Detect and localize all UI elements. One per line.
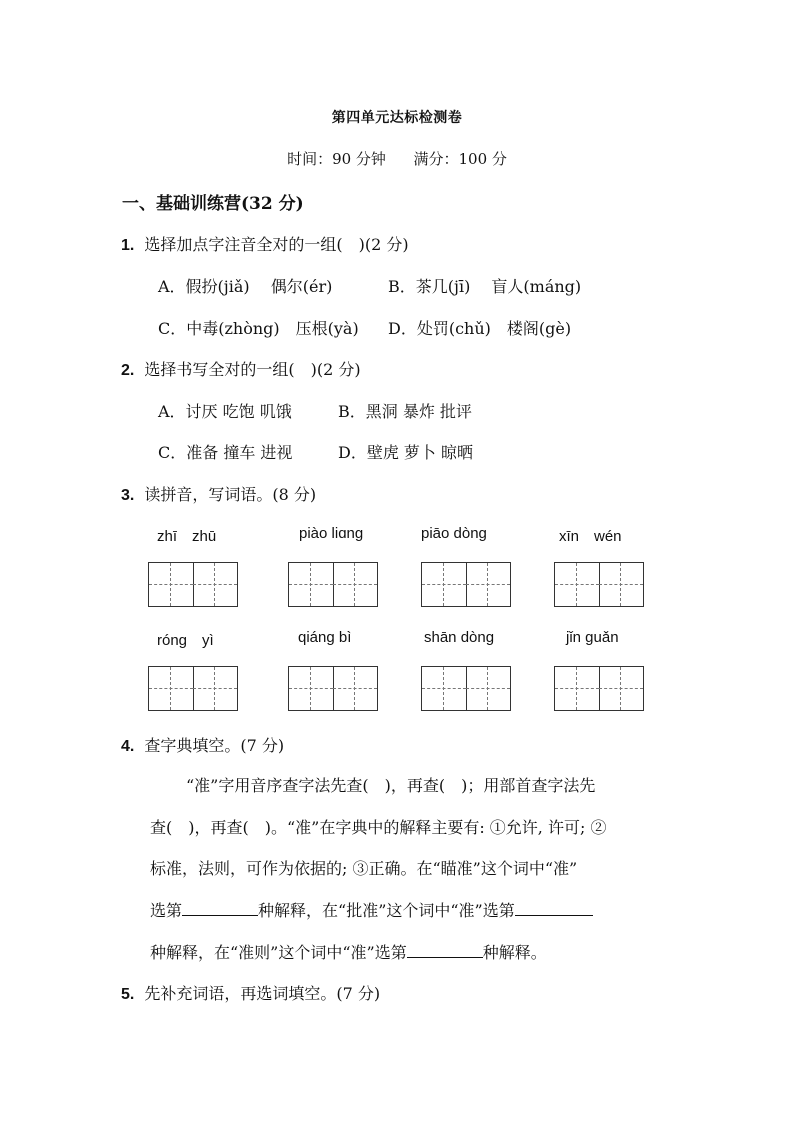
question-number: 5. — [121, 986, 135, 1003]
q1-option-c: C．中毒(zhòng) 压根(yà) — [158, 319, 359, 338]
q4-line: 标准，法则，可作为依据的; ③正确。在“瞄准”这个词中“准” — [150, 859, 578, 878]
writing-grid[interactable] — [421, 666, 511, 711]
q4-line: 查( )，再查( )。“准”在字典中的解释主要有: ①允许, 许可; ② — [150, 818, 607, 837]
q1-option-b: B．茶几(jī) 盲人(máng) — [388, 277, 582, 296]
question-text: 选择加点字注音全对的一组( )(2 分) — [144, 235, 409, 254]
q2-option-a: A．讨厌 吃饱 叽饿 — [158, 402, 292, 421]
question-4 — [121, 733, 284, 756]
q2-option-c: C．准备 撞车 进视 — [158, 443, 293, 462]
answer-blank[interactable] — [407, 941, 483, 958]
writing-grid[interactable] — [554, 666, 644, 711]
q4-line — [150, 898, 593, 921]
q4-text: 选第 — [150, 901, 183, 920]
q4-line — [150, 940, 547, 963]
q2-option-d: D．壁虎 萝卜 晾晒 — [338, 443, 474, 462]
answer-blank[interactable] — [515, 899, 593, 916]
answer-blank[interactable] — [182, 899, 258, 916]
pinyin-label: shān dòng — [424, 629, 495, 646]
page-title: 第四单元达标检测卷 — [331, 110, 463, 126]
question-number: 4. — [121, 738, 135, 755]
writing-grid[interactable] — [421, 562, 511, 607]
time-label: 时间：90 分钟 — [287, 150, 386, 168]
pinyin-label: piāo dòng — [421, 525, 487, 542]
question-5 — [121, 981, 380, 1004]
pinyin-label: xīn wén — [559, 528, 622, 545]
q1-option-d: D．处罚(chǔ) 楼阁(gè) — [388, 319, 572, 338]
writing-grid[interactable] — [148, 562, 238, 607]
question-text: 先补充词语，再选词填空。(7 分) — [144, 984, 381, 1003]
question-number: 2. — [121, 362, 135, 379]
writing-grid[interactable] — [554, 562, 644, 607]
pinyin-label: piào liɑng — [299, 525, 364, 542]
q2-option-b: B．黑洞 暴炸 批评 — [338, 402, 472, 421]
question-1 — [121, 232, 409, 255]
q4-text: 种解释，在“准则”这个词中“准”选第 — [150, 943, 407, 962]
exam-meta — [0, 148, 794, 169]
pinyin-label: zhī zhū — [157, 528, 217, 545]
question-2 — [121, 357, 361, 380]
writing-grid[interactable] — [288, 666, 378, 711]
pinyin-label: qiáng bì — [298, 629, 352, 646]
question-text: 选择书写全对的一组( )(2 分) — [144, 360, 361, 379]
q4-line: “准”字用音序查字法先查( )，再查( )；用部首查字法先 — [186, 776, 596, 795]
writing-grid[interactable] — [288, 562, 378, 607]
question-3 — [121, 482, 316, 505]
question-text: 查字典填空。(7 分) — [144, 736, 285, 755]
q1-option-a: A．假扮(jiǎ) 偶尔(ér) — [158, 277, 333, 296]
score-label: 满分：100 分 — [413, 150, 507, 168]
pinyin-label: róng yì — [157, 632, 214, 649]
q4-text: 种解释，在“批准”这个词中“准”选第 — [258, 901, 515, 920]
q4-text: 种解释。 — [482, 943, 547, 962]
pinyin-label: jǐn guǎn — [566, 629, 619, 646]
section-heading: 一、基础训练营(32 分) — [122, 194, 304, 214]
writing-grid[interactable] — [148, 666, 238, 711]
question-number: 3. — [121, 487, 135, 504]
question-text: 读拼音，写词语。(8 分) — [144, 485, 317, 504]
question-number: 1. — [121, 237, 135, 254]
